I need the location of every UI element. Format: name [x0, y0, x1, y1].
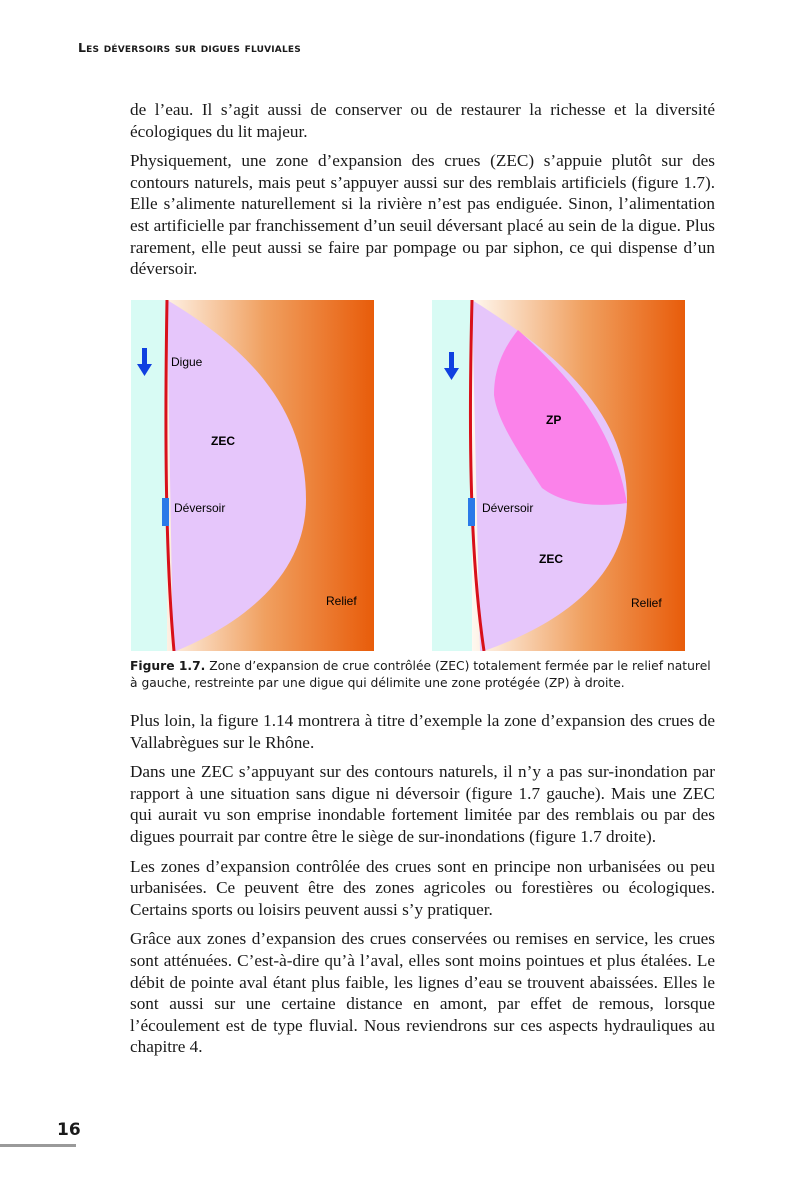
page-number: 16 — [57, 1120, 81, 1140]
label-deversoir: Déversoir — [482, 501, 534, 515]
river-area — [131, 300, 167, 651]
label-zec: ZEC — [211, 434, 235, 448]
paragraph: Plus loin, la figure 1.14 montrera à titre d’exemple la zone d’expansion des crues de Vallabrègues sur le Rhône. — [130, 711, 715, 752]
paragraph: Les zones d’expansion contrôlée des crues sont en principe non urbanisées ou peu urbanisées. Ce peuvent être des zones agricoles ou forestières ou écologiques. Certains sports ou loisirs peuvent aussi s’y pratiquer. — [130, 856, 715, 919]
label-relief: Relief — [326, 594, 357, 608]
label-relief: Relief — [631, 596, 662, 610]
running-header: Les déversoirs sur digues fluviales — [78, 40, 301, 55]
deversoir-marker — [162, 498, 169, 526]
label-zec: ZEC — [539, 552, 563, 566]
label-zp: ZP — [546, 413, 562, 427]
caption-label: Figure 1.7. — [130, 659, 206, 673]
figure-right-panel — [432, 300, 685, 651]
figure-left-panel — [131, 300, 374, 651]
label-deversoir: Déversoir — [174, 501, 226, 515]
paragraph: Grâce aux zones d’expansion des crues conservées ou remises en service, les crues sont atténuées. C’est-à-dire qu’à l’aval, elles sont moins pointues et plus étalées. Le débit de pointe aval étant plus faible, les lignes d’eau se trouvent abaissées. Elles le sont aussi sur une certaine distance en amont, par effet de remous, lorsque l’écoulement est de type fluvial. Nous reviendrons sur ces aspects hydrauliques au chapitre 4. — [130, 929, 715, 1057]
paragraph: de l’eau. Il s’agit aussi de conserver ou de restaurer la richesse et la diversité écologiques du lit majeur. — [130, 100, 715, 141]
figure-caption — [130, 658, 720, 692]
paragraph: Dans une ZEC s’appuyant sur des contours naturels, il n’y a pas sur-inondation par rapport à une situation sans digue ni déversoir (figure 1.7 gauche). Mais une ZEC qui aurait vu son emprise inondable fortement limitée par des remblais ou par des digues pourrait par contre être le siège de sur-inondations (figure 1.7 droite). — [130, 762, 715, 846]
deversoir-marker — [468, 498, 475, 526]
paragraph: Physiquement, une zone d’expansion des crues (ZEC) s’appuie plutôt sur des contours naturels, mais peut s’appuyer aussi sur des remblais artificiels (figure 1.7). Elle s’alimente naturellement si la rivière n’est pas endiguée. Sinon, l’alimentation est artificielle par franchissement d’un seuil déversant placé au sein de la digue. Plus rarement, elle peut aussi se faire par pompage ou par siphon, ce qui dispense d’un déversoir. — [130, 151, 715, 279]
page-number-rule — [0, 1144, 76, 1147]
body-text-bottom — [130, 710, 715, 1066]
label-digue: Digue — [171, 355, 203, 369]
caption-text: Zone d’expansion de crue contrôlée (ZEC) totalement fermée par le relief naturel à gauche, restreinte par une digue qui délimite une zone protégée (ZP) à droite. — [130, 659, 711, 690]
body-text-top — [130, 99, 715, 288]
